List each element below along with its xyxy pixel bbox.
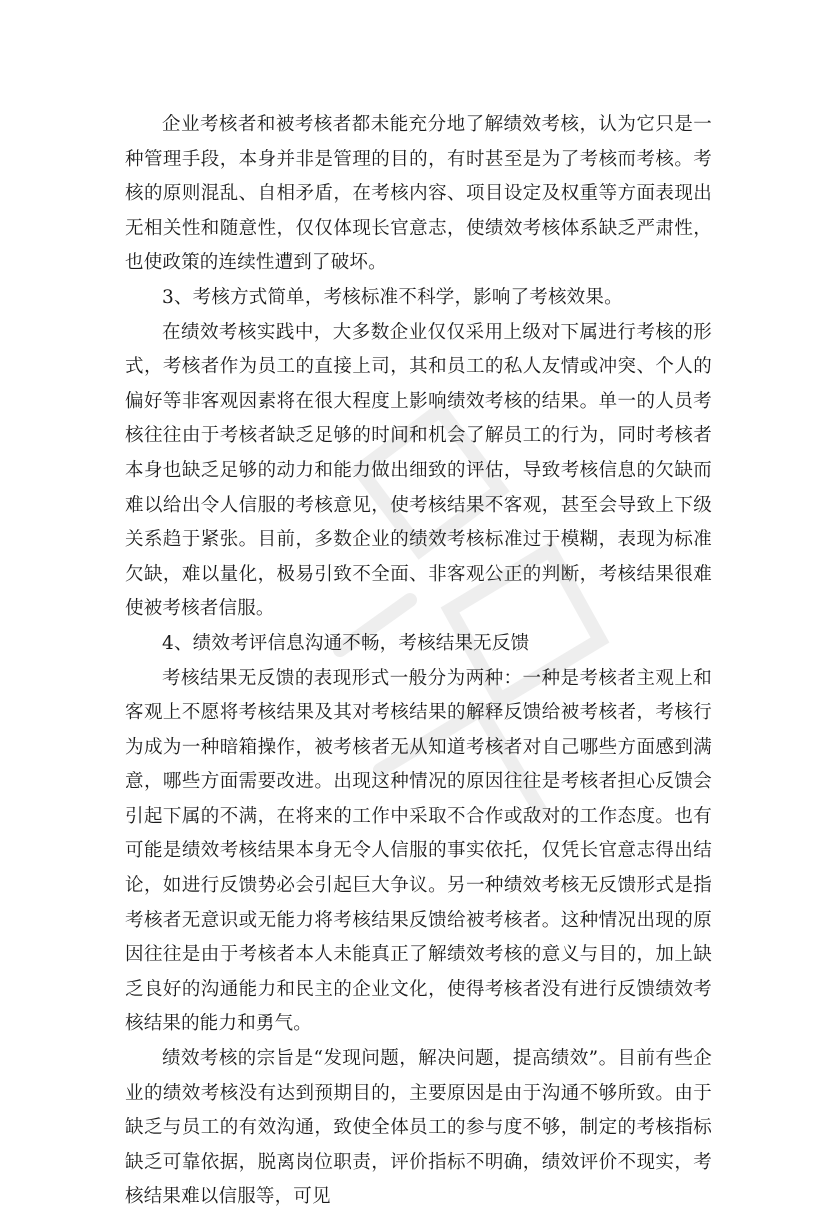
paragraph-assessment-practice: 在绩效考核实践中，大多数企业仅仅采用上级对下属进行考核的形式，考核者作为员工的直接上司，其和员工的私人友情或冲突、个人的偏好等非客观因素将在很大程度上影响绩效考核的结果。单一的人员考核往往由于考核者缺乏足够的时间和机会了解员工的行为，同时考核者本身也缺乏足够的动力和能力做出细致的评估，导致考核信息的欠缺而难以给出令人信服的考核意见，使考核结果不客观，甚至会导致上下级关系趋于紧张。目前，多数企业的绩效考核标准过于模糊，表现为标准欠缺，难以量化，极易引致不全面、非客观公正的判断，考核结果很难使被考核者信服。 (125, 321, 712, 620)
paragraph-assessment-purpose-summary: 绩效考核的宗旨是“发现问题，解决问题，提高绩效”。目前有些企业的绩效考核没有达到预期目的，主要原因是由于沟通不够所致。由于缺乏与员工的有效沟通，致使全体员工的参与度不够，制定的考核指标缺乏可靠依据，脱离岗位职责，评价指标不明确，绩效评价不现实，考核结果难以信服等，可见 (125, 1048, 712, 1208)
heading-communication-feedback: 4、绩效考评信息沟通不畅，考核结果无反馈 (162, 632, 530, 654)
paragraph-evaluation-purpose: 企业考核者和被考核者都未能充分地了解绩效考核，认为它只是一种管理手段，本身并非是管理的目的，有时甚至是为了考核而考核。考核的原则混乱、自相矛盾，在考核内容、项目设定及权重等方面表现出无相关性和随意性，仅仅体现长官意志，使绩效考核体系缺乏严肃性，也使政策的连续性遭到了破坏。 (125, 114, 712, 274)
document-body (125, 108, 712, 1215)
paragraph-no-feedback-forms: 考核结果无反馈的表现形式一般分为两种：一种是考核者主观上和客观上不愿将考核结果及其对考核结果的解释反馈给被考核者，考核行为成为一种暗箱操作，被考核者无从知道考核者对自己哪些方面感到满意，哪些方面需要改进。出现这种情况的原因往往是考核者担心反馈会引起下属的不满，在将来的工作中采取不合作或敌对的工作态度。也有可能是绩效考核结果本身无令人信服的事实依托，仅凭长官意志得出结论，如进行反馈势必会引起巨大争议。另一种绩效考核无反馈形式是指考核者无意识或无能力将考核结果反馈给被考核者。这种情况出现的原因往往是由于考核者本人未能真正了解绩效考核的意义与目的，加上缺乏良好的沟通能力和民主的企业文化，使得考核者没有进行反馈绩效考核结果的能力和勇气。 (125, 667, 712, 1035)
heading-assessment-method: 3、考核方式简单，考核标准不科学，影响了考核效果。 (162, 286, 623, 308)
